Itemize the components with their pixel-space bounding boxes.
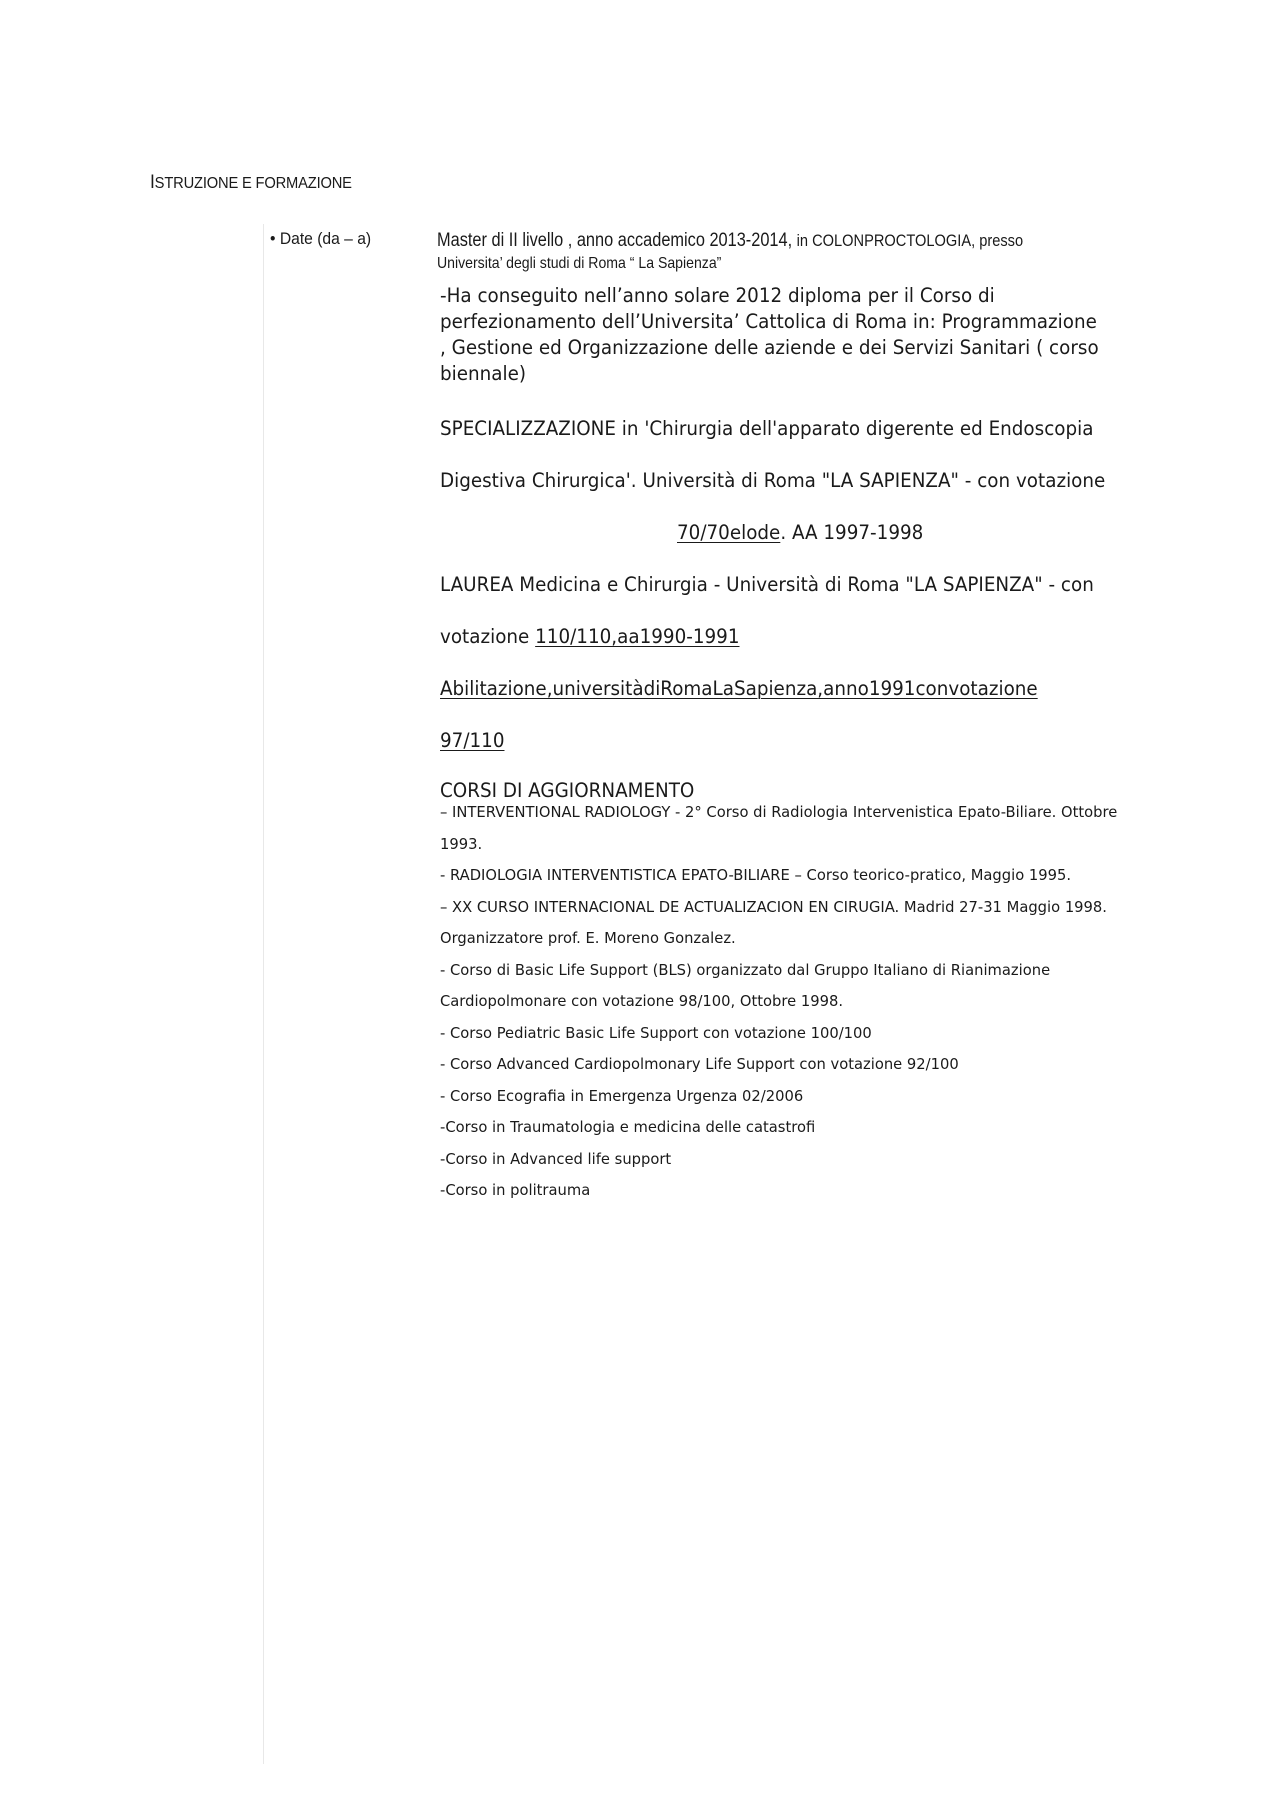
perfezionamento-line: , Gestione ed Organizzazione delle aziende e dei Servizi Sanitari ( corso [440,336,1099,359]
course-item: – INTERVENTIONAL RADIOLOGY - 2° Corso di Radiologia Intervenistica Epato-Biliare. Ottobre [440,803,1118,821]
perfezionamento-line: -Ha conseguito nell’anno solare 2012 diploma per il Corso di [440,284,995,307]
laurea-grade: 110/110,aa1990-1991 [535,625,740,648]
course-item: -Corso in Advanced life support [440,1150,672,1168]
section-title-rest: STRUZIONE E FORMAZIONE [154,175,352,192]
course-item: – XX CURSO INTERNACIONAL DE ACTUALIZACION EN CIRUGIA. Madrid 27-31 Maggio 1998. [440,898,1107,916]
laurea-prefix: votazione [440,625,536,648]
column-divider [263,224,264,1764]
course-item: - RADIOLOGIA INTERVENTISTICA EPATO-BILIARE – Corso teorico-pratico, Maggio 1995. [440,866,1072,884]
corsi-heading: CORSI DI AGGIORNAMENTO [440,779,695,802]
course-item: Organizzatore prof. E. Moreno Gonzalez. [440,929,736,947]
master-part-2: in COLONPROCTOLOGIA, presso [796,231,1024,250]
course-item: -Corso in politrauma [440,1181,591,1199]
laurea-line-1: LAUREA Medicina e Chirurgia - Università di Roma "LA SAPIENZA" - con [440,573,1094,596]
course-item: - Corso Advanced Cardiopolmonary Life Support con votazione 92/100 [440,1055,959,1073]
perfezionamento-line: perfezionamento dell’Universita’ Cattolica di Roma in: Programmazione [440,310,1097,333]
perfezionamento-line: biennale) [440,362,526,385]
course-item: - Corso Ecografia in Emergenza Urgenza 02/2006 [440,1087,804,1105]
specializzazione-year: . AA 1997-1998 [780,521,924,544]
abilitazione-grade: 97/110 [440,729,505,752]
section-title-initial: I [150,172,155,193]
specializzazione-grade: 70/70elode [677,521,781,544]
master-line-1 [437,230,1023,252]
course-item: - Corso Pediatric Basic Life Support con votazione 100/100 [440,1024,872,1042]
master-line-2: Universita’ degli studi di Roma “ La Sapienza” [437,255,722,272]
specializzazione-line-2: Digestiva Chirurgica'. Università di Roma "LA SAPIENZA" - con votazione [440,469,1106,492]
laurea-line-2 [440,624,740,650]
date-label: • Date (da – a) [270,229,372,248]
course-item: 1993. [440,835,483,853]
course-item: Cardiopolmonare con votazione 98/100, Ottobre 1998. [440,992,844,1010]
abilitazione-line-1: Abilitazione,universitàdiRomaLaSapienza,anno1991convotazione [440,677,1038,700]
course-item: -Corso in Traumatologia e medicina delle catastrofi [440,1118,816,1136]
section-title [150,172,352,194]
master-part-1: Master di II livello , anno accademico 2013-2014, [437,230,793,251]
specializzazione-line-1: SPECIALIZZAZIONE in 'Chirurgia dell'apparato digerente ed Endoscopia [440,417,1094,440]
specializzazione-grade-line [677,520,923,546]
course-item: - Corso di Basic Life Support (BLS) organizzato dal Gruppo Italiano di Rianimazione [440,961,1051,979]
